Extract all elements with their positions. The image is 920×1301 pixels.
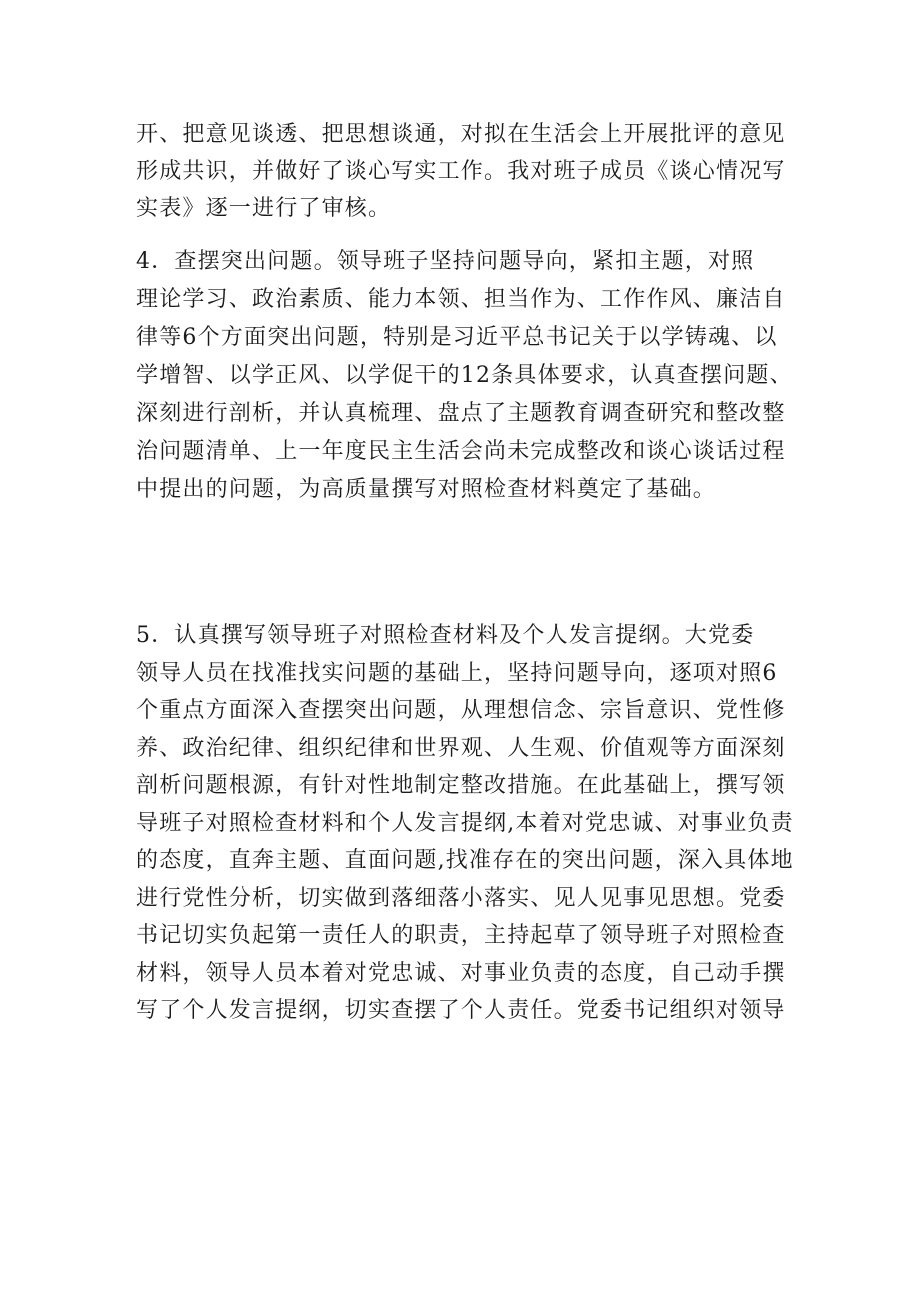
paragraph-3 [136,617,796,1030]
paragraph-2-line: 4．查摆突出问题。领导班子坚持问题导向，紧扣主题，对照 [136,249,755,274]
paragraph-3-line: 养、政治纪律、组织纪律和世界观、人生观、价值观等方面深刻 [136,735,786,761]
paragraph-1-line: 开、把意见谈透、把思想谈通，对拟在生活会上开展批评的意见 [136,122,786,147]
paragraph-3-line: 的态度，直奔主题、直面问题,找准存在的突出问题，深入具体地 [136,848,794,873]
paragraph-2-line: 理论学习、政治素质、能力本领、担当作为、工作作风、廉洁自 [136,287,786,312]
paragraph-3-line: 导班子对照检查材料和个人发言提纲,本着对党忠诚、对事业负责 [136,810,794,836]
paragraph-2-line: 中提出的问题，为高质量撰写对照检查材料奠定了基础。 [136,477,717,502]
paragraph-2-line: 律等6个方面突出问题，特别是习近平总书记关于以学铸魂、以 [136,325,778,350]
paragraph-3-line: 个重点方面深入查摆突出问题，从理想信念、宗旨意识、党性修 [136,698,786,723]
paragraph-3-line: 5．认真撰写领导班子对照检查材料及个人发言提纲。大党委 [136,623,755,648]
paragraph-1-line: 形成共识，并做好了谈心写实工作。我对班子成员《谈心情况写 [136,159,786,184]
paragraph-1-line: 实表》逐一进行了审核。 [136,196,392,221]
paragraph-2-line: 治问题清单、上一年度民主生活会尚未完成整改和谈心谈话过程 [136,439,786,464]
paragraph-1 [136,116,796,227]
paragraph-2-line: 深刻进行剖析，并认真梳理、盘点了主题教育调查研究和整改整 [136,401,786,426]
paragraph-3-line: 写了个人发言提纲，切实查摆了个人责任。党委书记组织对领导 [136,998,786,1023]
paragraph-2-line: 学增智、以学正风、以学促干的12条具体要求，认真查摆问题、 [136,363,793,388]
paragraph-3-line: 进行党性分析，切实做到落细落小落实、见人见事见思想。党委 [136,885,786,911]
paragraph-3-line: 材料，领导人员本着对党忠诚、对事业负责的态度，自己动手撰 [136,960,786,986]
paragraph-3-line: 剖析问题根源，有针对性地制定整改措施。在此基础上，撰写领 [136,773,786,798]
paragraph-3-line: 领导人员在找准找实问题的基础上，坚持问题导向，逐项对照6 [136,660,778,686]
paragraph-3-line: 书记切实负起第一责任人的职责，主持起草了领导班子对照检查 [136,923,786,948]
paragraph-2 [136,243,796,509]
